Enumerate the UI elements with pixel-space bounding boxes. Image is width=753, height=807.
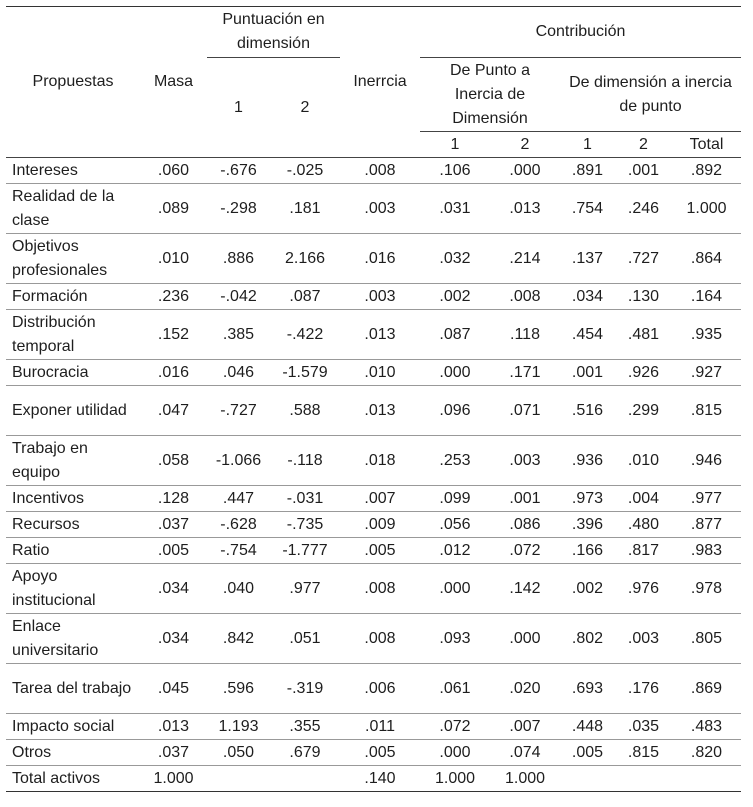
cell-value: .086 [490,512,560,538]
row-label: Tarea del trabajo [6,664,140,714]
cell-value: .299 [615,386,672,436]
cell-value: .034 [560,284,615,310]
cell-value: .099 [420,486,490,512]
cell-value: .164 [672,284,741,310]
cell-value: 1.000 [672,184,741,234]
cell-value: .140 [340,766,420,792]
cell-value: .679 [270,740,340,766]
cell-value: .927 [672,360,741,386]
cell-value: .061 [420,664,490,714]
cell-value: .973 [560,486,615,512]
cell-value: .040 [207,564,270,614]
row-label: Ratio [6,538,140,564]
table-row [6,436,741,486]
header-punto-a-inercia: De Punto a Inercia de Dimensión [420,58,560,132]
cell-value: 1.000 [140,766,207,792]
cell-value: .214 [490,234,560,284]
cell-value: -.118 [270,436,340,486]
cell-value: .176 [615,664,672,714]
cell-value: .106 [420,158,490,184]
cell-value: .010 [615,436,672,486]
cell-value: .000 [420,740,490,766]
cell-value: .096 [420,386,490,436]
cell-value: .983 [672,538,741,564]
cell-value: .142 [490,564,560,614]
cell-value: -1.777 [270,538,340,564]
cell-value: .820 [672,740,741,766]
cell-value: .152 [140,310,207,360]
cell-value: 1.193 [207,714,270,740]
cell-value: .727 [615,234,672,284]
table-row [6,614,741,664]
cell-value: .016 [140,360,207,386]
cell-value: .817 [615,538,672,564]
cell-value: -.298 [207,184,270,234]
cell-value: .005 [560,740,615,766]
cell-value: .130 [615,284,672,310]
cell-value: .978 [672,564,741,614]
cell-value: .869 [672,664,741,714]
header-inercia: Inerrcia [340,7,420,158]
cell-value: .072 [420,714,490,740]
cell-value: .877 [672,512,741,538]
row-label: Recursos [6,512,140,538]
cell-value: .481 [615,310,672,360]
cell-value: .864 [672,234,741,284]
cell-value: -.319 [270,664,340,714]
cell-value: 1.000 [420,766,490,792]
cell-value: .071 [490,386,560,436]
cell-value: -.676 [207,158,270,184]
cell-value: -.754 [207,538,270,564]
header-contrib-punto-dim2: 2 [490,132,560,158]
cell-value: -.727 [207,386,270,436]
cell-value: .013 [340,310,420,360]
cell-value: .060 [140,158,207,184]
cell-value: .010 [140,234,207,284]
cell-value: .037 [140,740,207,766]
cell-value [270,766,340,792]
header-contrib-punto-dim1: 1 [420,132,490,158]
cell-value: .128 [140,486,207,512]
table-row [6,386,741,436]
cell-value: .454 [560,310,615,360]
cell-value: -.042 [207,284,270,310]
cell-value: .056 [420,512,490,538]
table-row [6,158,741,184]
header-contrib-dim-dim1: 1 [560,132,615,158]
cell-value: .886 [207,234,270,284]
cell-value: .010 [340,360,420,386]
cell-value: .181 [270,184,340,234]
cell-value: -.628 [207,512,270,538]
cell-value: .050 [207,740,270,766]
cell-value: .815 [615,740,672,766]
cell-value: .012 [420,538,490,564]
cell-value: 2.166 [270,234,340,284]
cell-value: .037 [140,512,207,538]
cell-value: .516 [560,386,615,436]
cell-value: .892 [672,158,741,184]
cell-value: .005 [140,538,207,564]
cell-value [560,766,615,792]
row-label: Distribución temporal [6,310,140,360]
header-puntuacion-dim1: 1 [207,58,270,158]
cell-value: .976 [615,564,672,614]
cell-value: .447 [207,486,270,512]
table-row [6,310,741,360]
cell-value: .013 [140,714,207,740]
cell-value: .805 [672,614,741,664]
table-row [6,486,741,512]
row-label: Realidad de la clase [6,184,140,234]
cell-value: .003 [490,436,560,486]
cell-value: .045 [140,664,207,714]
table-row [6,714,741,740]
cell-value: .087 [270,284,340,310]
cell-value: .008 [340,564,420,614]
table-row [6,512,741,538]
cell-value: .020 [490,664,560,714]
table-row [6,234,741,284]
header-masa: Masa [140,7,207,158]
cell-value: .031 [420,184,490,234]
header-contrib-dim-dim2: 2 [615,132,672,158]
table-row [6,740,741,766]
cell-value: .936 [560,436,615,486]
cell-value: .588 [270,386,340,436]
cell-value: .008 [340,158,420,184]
row-label: Total activos [6,766,140,792]
cell-value: .074 [490,740,560,766]
table-row [6,538,741,564]
cell-value: .034 [140,564,207,614]
cell-value: .171 [490,360,560,386]
cell-value: .448 [560,714,615,740]
cell-value: .118 [490,310,560,360]
cell-value [615,766,672,792]
cell-value: .003 [340,284,420,310]
cell-value: .011 [340,714,420,740]
cell-value: -1.579 [270,360,340,386]
cell-value: .693 [560,664,615,714]
cell-value: -.422 [270,310,340,360]
cell-value: .006 [340,664,420,714]
cell-value: -.031 [270,486,340,512]
header-puntuacion-dim2: 2 [270,58,340,158]
cell-value: .016 [340,234,420,284]
table-row [6,360,741,386]
cell-value: .005 [340,740,420,766]
row-label: Formación [6,284,140,310]
cell-value: .004 [615,486,672,512]
table-row [6,766,741,792]
cell-value: .051 [270,614,340,664]
cell-value: .009 [340,512,420,538]
header-contrib-total: Total [672,132,741,158]
header-dimension-a-inercia: De dimensión a inercia de punto [560,58,741,132]
cell-value: .000 [420,564,490,614]
cell-value: .385 [207,310,270,360]
cell-value: .483 [672,714,741,740]
cell-value: .935 [672,310,741,360]
cell-value: .058 [140,436,207,486]
cell-value: .093 [420,614,490,664]
cell-value: .047 [140,386,207,436]
cell-value: .008 [490,284,560,310]
cell-value: .018 [340,436,420,486]
cell-value: -.735 [270,512,340,538]
cell-value: .003 [340,184,420,234]
cell-value: .002 [420,284,490,310]
cell-value: .842 [207,614,270,664]
cell-value: .007 [340,486,420,512]
cell-value: .013 [490,184,560,234]
cell-value: .035 [615,714,672,740]
cell-value: .253 [420,436,490,486]
cell-value: .013 [340,386,420,436]
row-label: Intereses [6,158,140,184]
header-contribucion: Contribución [420,7,741,58]
row-label: Trabajo en equipo [6,436,140,486]
cell-value: .001 [615,158,672,184]
row-label: Impacto social [6,714,140,740]
table-row [6,284,741,310]
correspondence-table [6,6,741,792]
header-puntuacion: Puntuación en dimensión [207,7,340,58]
cell-value: .246 [615,184,672,234]
cell-value: .008 [340,614,420,664]
cell-value: .001 [490,486,560,512]
cell-value: .396 [560,512,615,538]
table-row [6,184,741,234]
cell-value: .000 [420,360,490,386]
cell-value: .034 [140,614,207,664]
cell-value: .072 [490,538,560,564]
cell-value: .977 [672,486,741,512]
cell-value: .032 [420,234,490,284]
cell-value: -.025 [270,158,340,184]
cell-value: .137 [560,234,615,284]
cell-value: .355 [270,714,340,740]
cell-value [672,766,741,792]
cell-value: .596 [207,664,270,714]
cell-value: .007 [490,714,560,740]
row-label: Objetivos profesionales [6,234,140,284]
row-label: Burocracia [6,360,140,386]
cell-value: .005 [340,538,420,564]
row-label: Enlace universitario [6,614,140,664]
cell-value: 1.000 [490,766,560,792]
row-label: Incentivos [6,486,140,512]
cell-value [207,766,270,792]
cell-value: -1.066 [207,436,270,486]
cell-value: .087 [420,310,490,360]
cell-value: .002 [560,564,615,614]
cell-value: .236 [140,284,207,310]
cell-value: .003 [615,614,672,664]
row-label: Exponer utilidad [6,386,140,436]
cell-value: .946 [672,436,741,486]
cell-value: .754 [560,184,615,234]
cell-value: .802 [560,614,615,664]
cell-value: .891 [560,158,615,184]
table-row [6,664,741,714]
cell-value: .480 [615,512,672,538]
header-propuestas: Propuestas [6,7,140,158]
cell-value: .000 [490,614,560,664]
cell-value: .000 [490,158,560,184]
cell-value: .815 [672,386,741,436]
row-label: Apoyo institucional [6,564,140,614]
cell-value: .166 [560,538,615,564]
cell-value: .046 [207,360,270,386]
table-row [6,564,741,614]
cell-value: .977 [270,564,340,614]
cell-value: .089 [140,184,207,234]
row-label: Otros [6,740,140,766]
cell-value: .001 [560,360,615,386]
cell-value: .926 [615,360,672,386]
